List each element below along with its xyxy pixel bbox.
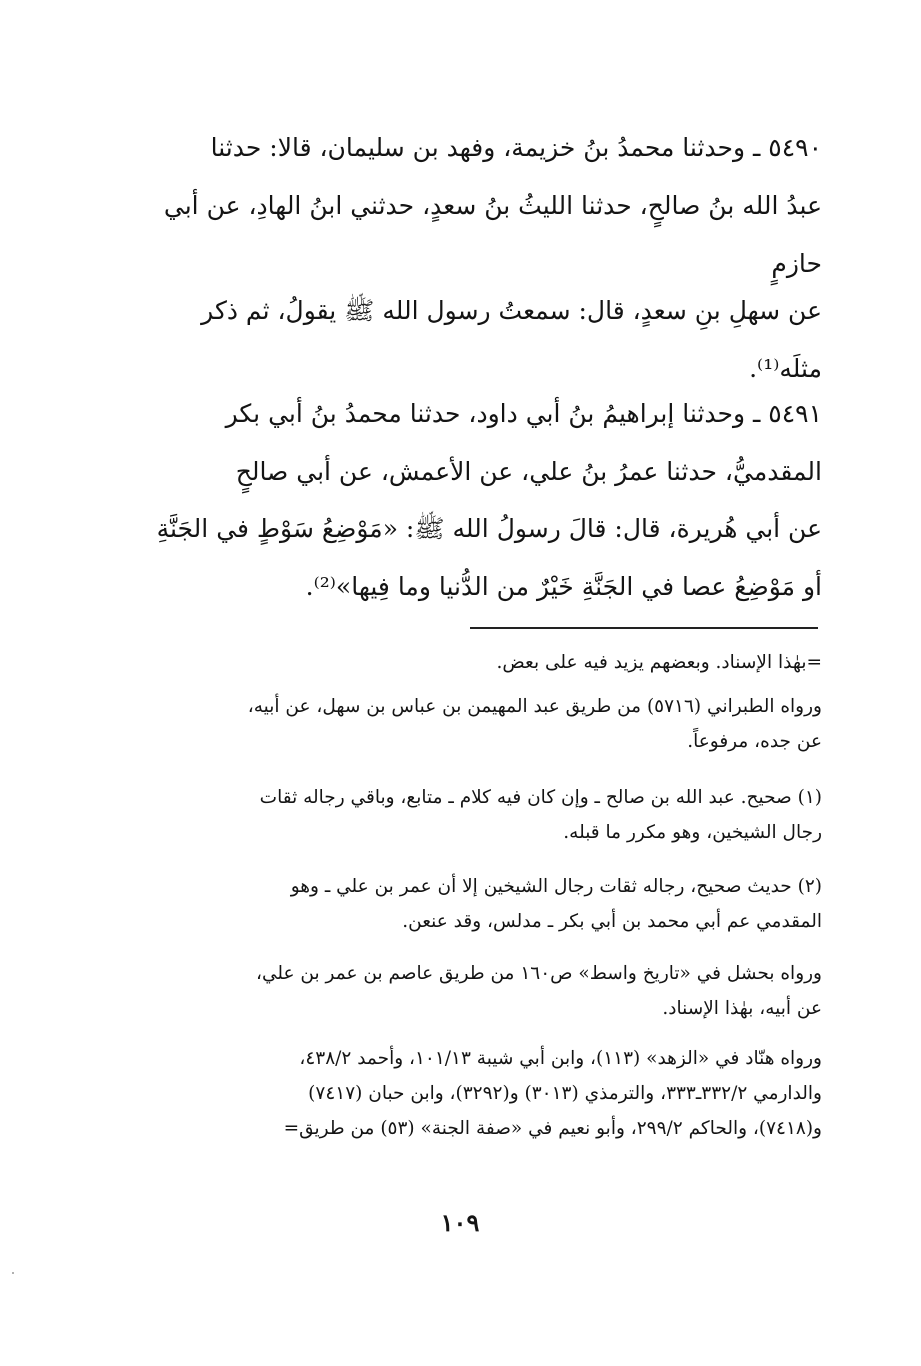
footnote-paragraph <box>110 956 822 1026</box>
hadith-line: عن أبي هُريرة، قال: قالَ رسولُ الله ﷺ: «مَوْضِعُ سَوْطٍ في الجَنَّةِ <box>156 514 822 543</box>
footnote-line: (١) صحيح. عبد الله بن صالح ـ وإن كان فيه كلام ـ متابع، وباقي رجاله ثقات <box>259 787 822 808</box>
footnote-2 <box>110 869 822 939</box>
footnote-line: (٢) حديث صحيح، رجاله ثقات رجال الشيخين إلا أن عمر بن علي ـ وهو <box>290 876 822 897</box>
footnote-continuation <box>110 645 822 680</box>
hadith-line: ٥٤٩٠ ـ وحدثنا محمدُ بنُ خزيمة، وفهد بن سليمان، قالا: حدثنا <box>210 133 822 162</box>
scan-speck <box>12 1272 14 1274</box>
footnote-line: =بهٰذا الإسناد. وبعضهم يزيد فيه على بعض. <box>496 652 822 673</box>
footnote-line: المقدمي عم أبي محمد بن أبي بكر ـ مدلس، وقد عنعن. <box>402 911 822 932</box>
hadith-line: مثلَه⁽¹⁾. <box>749 354 822 383</box>
hadith-line: عبدُ الله بنُ صالحٍ، حدثنا الليثُ بنُ سعدٍ، حدثني ابنُ الهادِ، عن أبي <box>163 191 822 220</box>
footnote-separator <box>470 627 818 629</box>
footnote-line: والدارمي ٣٣٢/٢ـ٣٣٣، والترمذي (٣٠١٣) و(٣٢٩٢)، وابن حبان (٧٤١٧) <box>308 1083 822 1104</box>
footnote-line: رجال الشيخين، وهو مكرر ما قبله. <box>563 822 822 843</box>
hadith-line: ٥٤٩١ ـ وحدثنا إبراهيمُ بنُ أبي داود، حدثنا محمدُ بنُ أبي بكر <box>225 399 822 428</box>
hadith-line: المقدميُّ، حدثنا عمرُ بنُ علي، عن الأعمش، عن أبي صالحٍ <box>235 457 822 486</box>
footnote-paragraph <box>110 689 822 759</box>
hadith-5490-block <box>110 119 822 293</box>
hadith-line: حازمٍ <box>771 249 822 278</box>
footnote-1 <box>110 780 822 850</box>
footnote-paragraph <box>110 1041 822 1146</box>
hadith-line: أو مَوْضِعُ عصا في الجَنَّةِ خَيْرٌ من الدُّنيا وما فِيها»⁽²⁾. <box>305 572 822 601</box>
hadith-5490-matn <box>110 282 822 398</box>
hadith-5491-matn <box>110 500 822 616</box>
footnote-line: ورواه هنّاد في «الزهد» (١١٣)، وابن أبي شيبة ١٠١/١٣، وأحمد ٤٣٨/٢، <box>299 1048 822 1069</box>
footnote-line: عن جده، مرفوعاً. <box>687 731 822 752</box>
hadith-line: عن سهلِ بنِ سعدٍ، قال: سمعتُ رسول الله ﷺ يقولُ، ثم ذكر <box>201 296 822 325</box>
page-number: ١٠٩ <box>440 1208 480 1237</box>
footnote-line: و(٧٤١٨)، والحاكم ٢٩٩/٢، وأبو نعيم في «صفة الجنة» (٥٣) من طريق= <box>283 1118 822 1139</box>
footnote-line: ورواه بحشل في «تاريخ واسط» ص١٦٠ من طريق عاصم بن عمر بن علي، <box>256 963 822 984</box>
hadith-5491-block <box>110 385 822 501</box>
footnote-line: ورواه الطبراني (٥٧١٦) من طريق عبد المهيمن بن عباس بن سهل، عن أبيه، <box>247 696 822 717</box>
footnote-line: عن أبيه، بهٰذا الإسناد. <box>662 998 822 1019</box>
